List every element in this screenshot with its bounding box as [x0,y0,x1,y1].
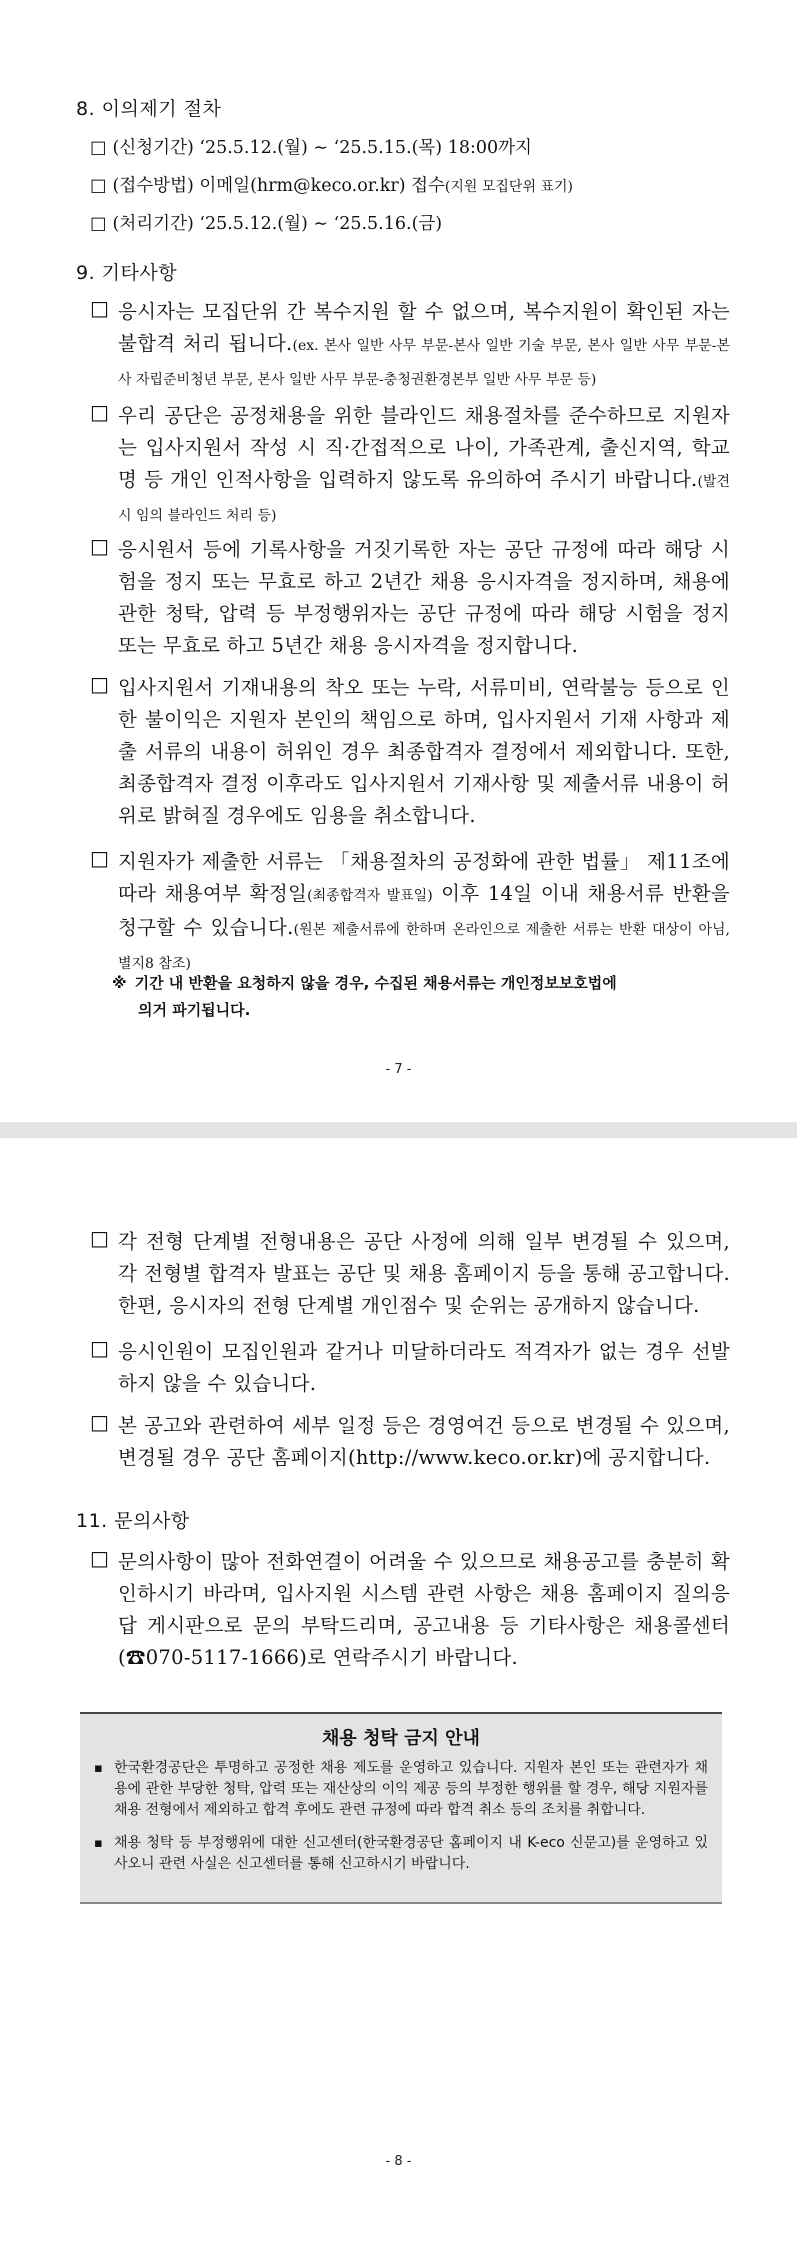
section-9-item-1 [90,296,730,396]
notice-text: 한국환경공단은 투명하고 공정한 채용 제도를 운영하고 있습니다. 지원자 본인 또는 관련자가 채용에 관한 부당한 청탁, 압력 또는 재산상의 이익 제공 등의 부정한 행위를 할 경우, 해당 지원자를 채용 전형에서 제외하고 합격 후에도 관련 규정에 따라 합격 취소 등의 조치를 취합니다. [114,1760,708,1818]
checkbox-square-icon: □ [90,296,109,320]
item-text: 각 전형 단계별 전형내용은 공단 사정에 의해 일부 변경될 수 있으며, 각 전형별 합격자 발표는 공단 및 채용 홈페이지 등을 통해 공고합니다. 한편, 응시자의 전형 단계별 개인점수 및 순위는 공개하지 않습니다. [118,1230,730,1317]
note-line-2: 의거 파기됩니다. [138,1001,251,1019]
section-11-item-1 [90,1546,730,1674]
item-text: 문의사항이 많아 전화연결이 어려울 수 있으므로 채용공고를 충분히 확인하시기 바라며, 입사지원 시스템 관련 사항은 채용 홈페이지 질의응답 게시판으로 문의 부탁드리며, 공고내용 등 기타사항은 채용콜센터(☎070-5117-1666)로 연락주시기 바랍니다. [118,1550,730,1669]
section-9-item-3 [90,534,730,662]
item-text: 응시인원이 모집인원과 같거나 미달하더라도 적격자가 없는 경우 선발하지 않을 수 있습니다. [118,1340,730,1395]
retention-note [112,970,732,1024]
notice-bullet-1 [80,1758,722,1821]
item-text: (접수방법) 이메일(hrm@keco.or.kr) 접수 [112,176,445,196]
section-11-title: 11. 문의사항 [76,1510,190,1532]
checkbox-square-icon: □ [90,846,109,870]
page-number: - 8 - [385,2154,412,2169]
section-8-item-1 [90,134,532,159]
reference-mark-icon: ※ [112,974,127,992]
checkbox-square-icon: □ [90,176,107,196]
item-text-continued: 이후 14일 이내 채용서류 반환을 청구할 수 있습니다. [118,882,730,939]
item-note: (지원 모집단위 표기) [444,179,573,195]
checkbox-square-icon: □ [90,400,109,424]
section-8-item-2 [90,172,573,197]
item-text: 입사지원서 기재내용의 착오 또는 누락, 서류미비, 연락불능 등으로 인한 불이익은 지원자 본인의 책임으로 하며, 입사지원서 기재 사항과 제출 서류의 내용이 허위인 경우 최종합격자 결정에서 제외합니다. 또한, 최종합격자 결정 이후라도 입사지원서 기재사항 및 제출서류 내용이 허위로 밝혀질 경우에도 임용을 취소합니다. [118,676,730,827]
item-text: 본 공고와 관련하여 세부 일정 등은 경영여건 등으로 변경될 수 있으며, 변경될 경우 공단 홈페이지(http://www.keco.or.kr)에 공지합니다. [118,1414,730,1469]
item-note: (원본 제출서류에 한하며 온라인으로 제출한 서류는 반환 대상이 아님, 별지8 참조) [118,922,730,972]
notice-text: 채용 청탁 등 부정행위에 대한 신고센터(한국환경공단 홈페이지 내 K-eco 신문고)를 운영하고 있사오니 관련 사실은 신고센터를 통해 신고하시기 바랍니다. [114,1835,708,1872]
section-9-item-4 [90,672,730,832]
item-note: (ex. 본사 일반 사무 부문-본사 일반 기술 부문, 본사 일반 사무 부문-본사 자립준비청년 부문, 본사 일반 사무 부문-충청권환경본부 일반 사무 부문 등) [118,338,730,388]
bullet-square-icon: ▪ [94,1836,103,1851]
section-9-item-2 [90,400,730,532]
item-text: (신청기간) ‘25.5.12.(월) ∼ ‘25.5.15.(목) 18:00까지 [112,138,532,158]
item-text: 응시원서 등에 기록사항을 거짓기록한 자는 공단 규정에 따라 해당 시험을 정지 또는 무효로 하고 2년간 채용 응시자격을 정지하며, 채용에 관한 청탁, 압력 등 부정행위자는 공단 규정에 따라 해당 시험을 정지 또는 무효로 하고 5년간 채용 응시자격을 정지합니다. [118,538,730,657]
checkbox-square-icon: □ [90,1410,109,1434]
checkbox-square-icon: □ [90,672,109,696]
section-9-item-5 [90,846,730,980]
section-8-item-3 [90,210,442,235]
checkbox-square-icon: □ [90,1226,109,1250]
checkbox-square-icon: □ [90,214,107,234]
item-text: (처리기간) ‘25.5.12.(월) ∼ ‘25.5.16.(금) [112,214,443,234]
notice-bullet-2 [80,1833,722,1875]
page-8-item-1 [90,1226,730,1322]
item-note: (최종합격자 발표일) [307,888,433,904]
section-8-title: 8. 이의제기 절차 [76,98,222,120]
item-text: 지원자가 제출한 서류는 「채용절차의 공정화에 관한 법률」 제11조에 따라 채용여부 확정일 [118,850,730,905]
note-line-1: 기간 내 반환을 요청하지 않을 경우, 수집된 채용서류는 개인정보보호법에 [134,974,617,992]
checkbox-square-icon: □ [90,534,109,558]
page-number: - 7 - [385,1062,412,1077]
checkbox-square-icon: □ [90,138,107,158]
checkbox-square-icon: □ [90,1336,109,1360]
document-page-8 [0,1138,797,2257]
item-text: 우리 공단은 공정채용을 위한 블라인드 채용절차를 준수하므로 지원자는 입사지원서 작성 시 직·간접적으로 나이, 가족관계, 출신지역, 학교명 등 개인 인적사항을 입력하지 않도록 유의하여 주시기 바랍니다. [118,404,730,491]
item-note: (발견 시 임의 블라인드 처리 등) [118,474,730,524]
notice-title: 채용 청탁 금지 안내 [322,1728,480,1749]
recruitment-solicitation-notice-box [80,1712,722,1904]
checkbox-square-icon: □ [90,1546,109,1570]
page-8-item-3 [90,1410,730,1474]
document-page-7 [0,0,797,1122]
page-8-item-2 [90,1336,730,1400]
item-text: 응시자는 모집단위 간 복수지원 할 수 없으며, 복수지원이 확인된 자는 불합격 처리 됩니다. [118,300,730,355]
bullet-square-icon: ▪ [94,1761,103,1776]
section-9-title: 9. 기타사항 [76,262,178,284]
